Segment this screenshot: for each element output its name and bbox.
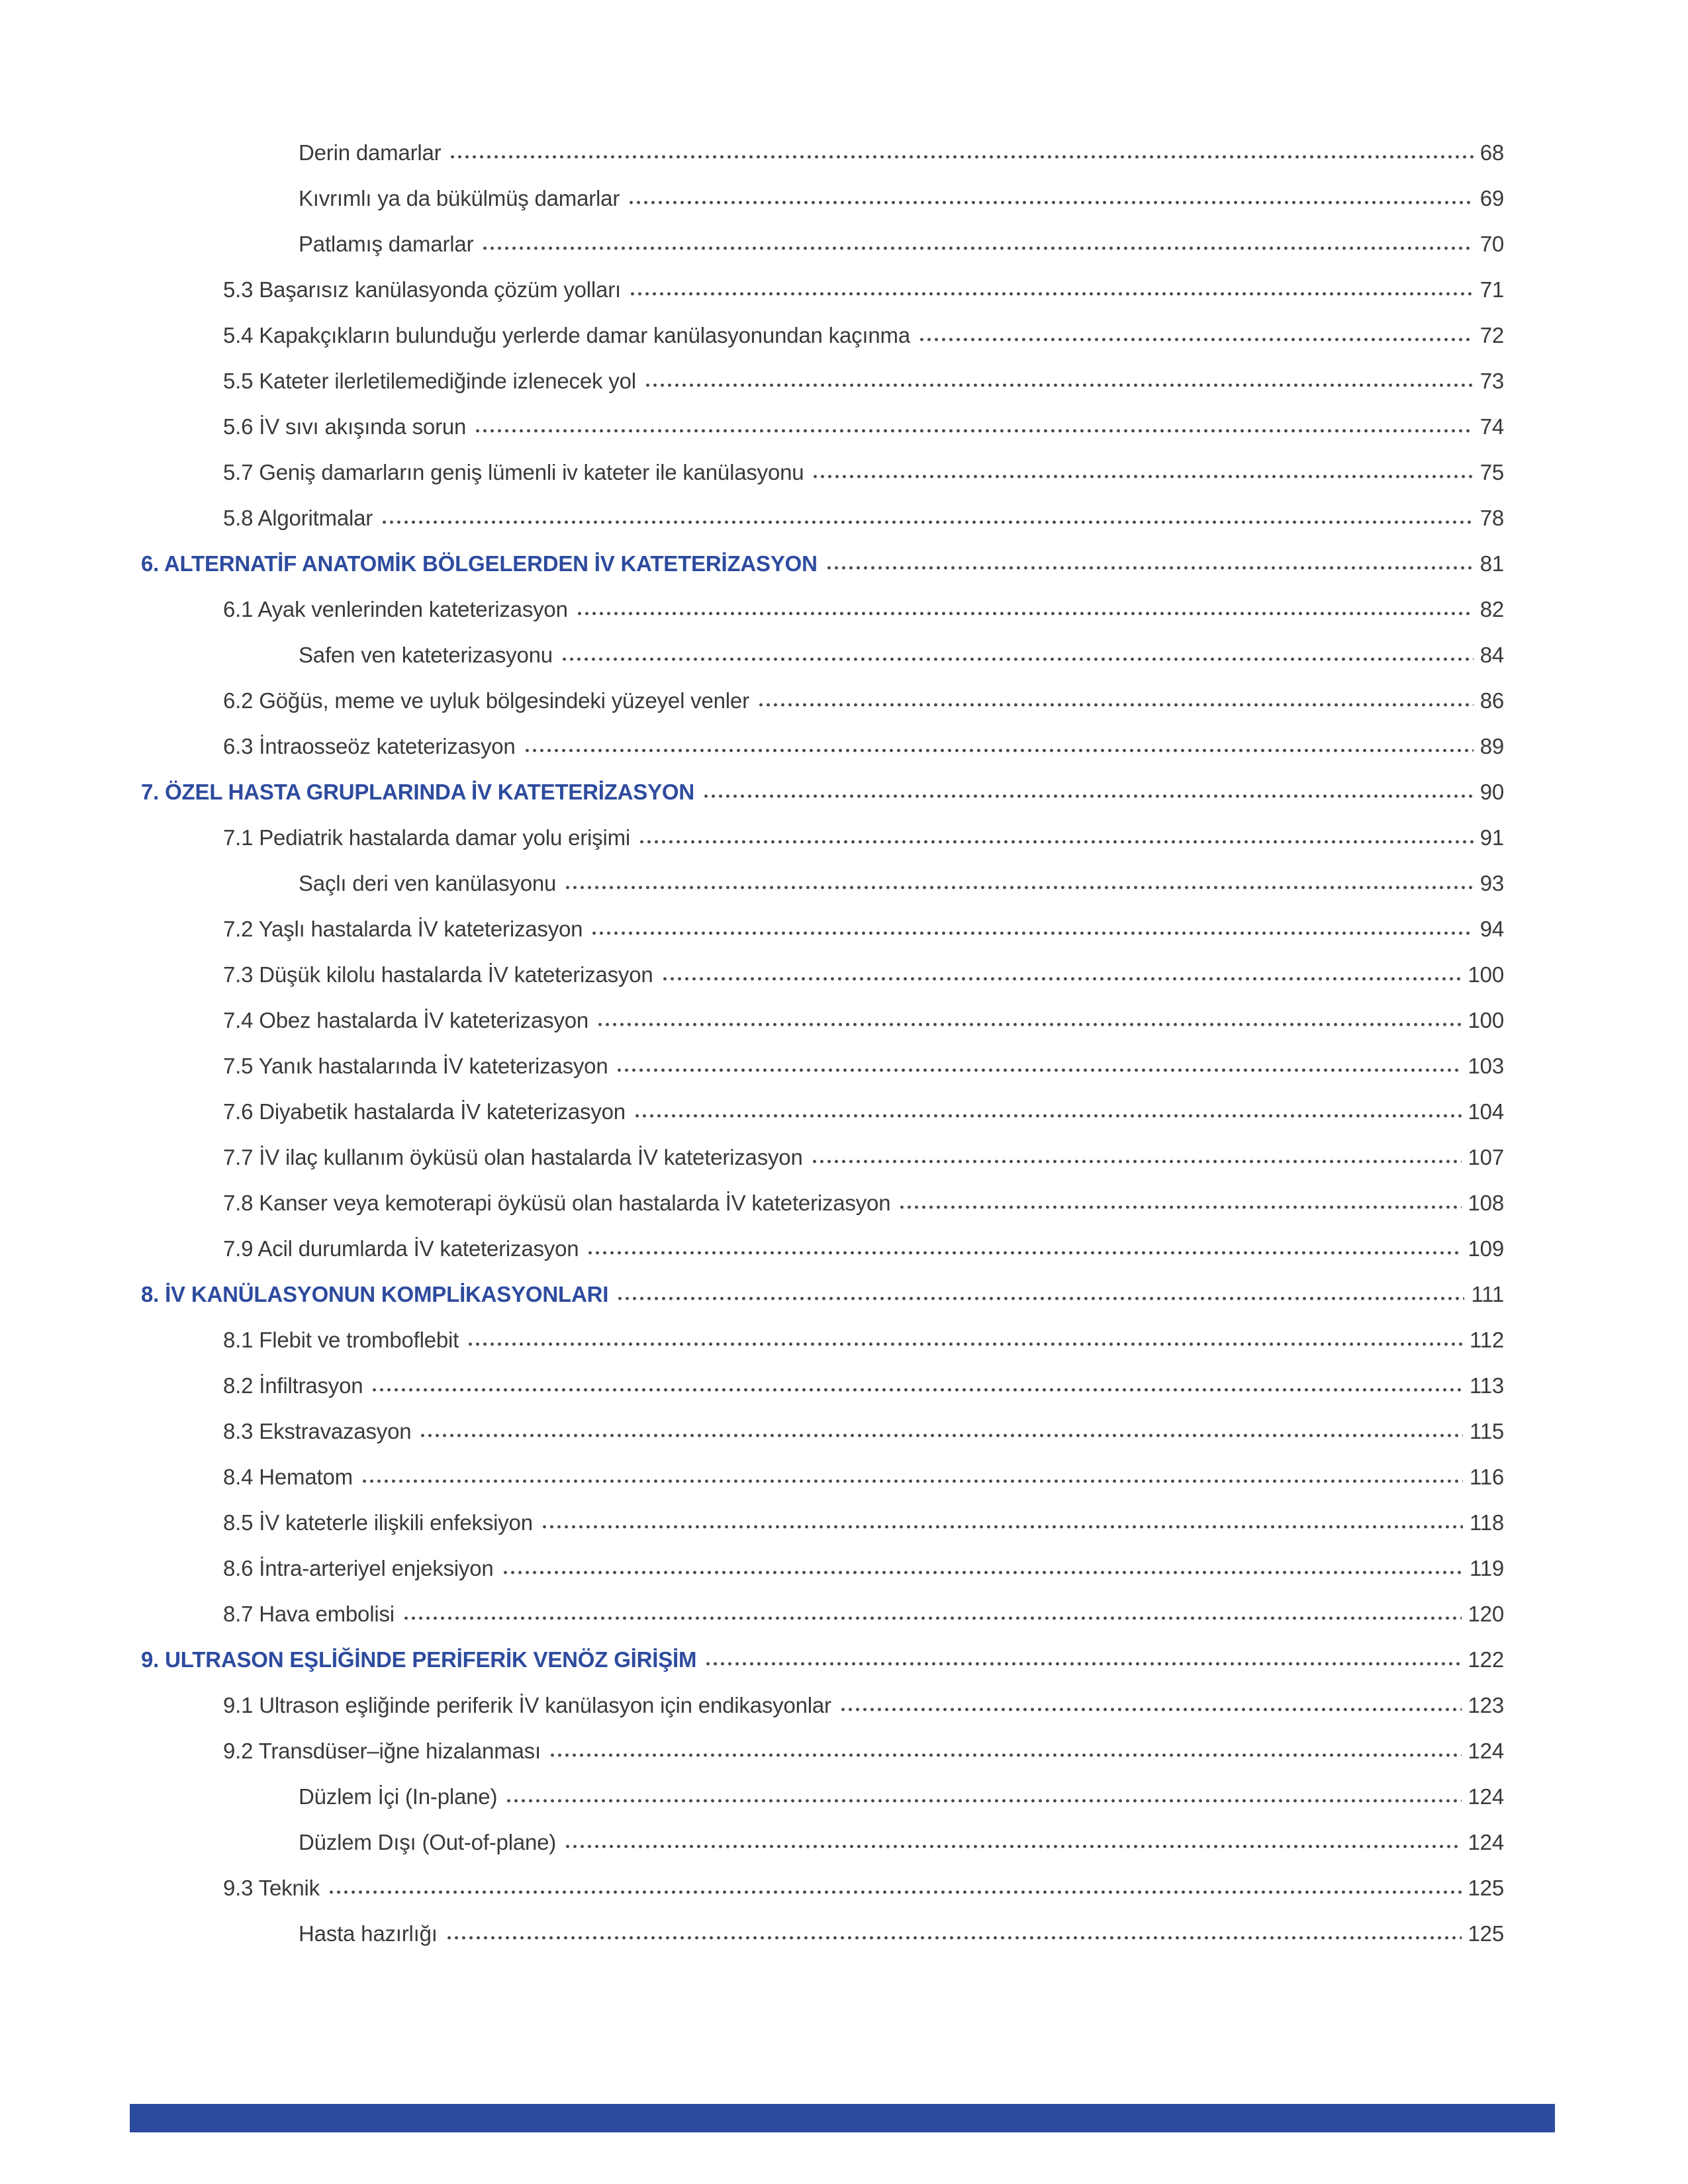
dotted-leader [371,1387,1463,1393]
dotted-leader [381,519,1474,525]
toc-entry [141,1602,1504,1647]
toc-entry-label: Derin damarlar [299,140,442,165]
dotted-leader [481,245,1473,251]
toc-entry-label: 6.2 Göğüs, meme ve uyluk bölgesindeki yüzeyel venler [223,688,749,713]
toc-entry-label: 7.2 Yaşlı hastalarda İV kateterizasyon [223,917,583,941]
toc-entry [141,460,1504,506]
toc-entry-label: 7.9 Acil durumlarda İV kateterizasyon [223,1236,579,1261]
toc-entry-page: 116 [1469,1465,1504,1489]
dotted-leader [616,1295,1464,1302]
toc-entry-page: 89 [1479,734,1504,758]
toc-entry-label: 5.7 Geniş damarların geniş lümenli iv kateter ile kanülasyonu [223,460,804,484]
toc-entry-page: 120 [1468,1602,1504,1626]
toc-entry-page: 124 [1468,1784,1504,1809]
toc-entry-label: 5.4 Kapakçıkların bulunduğu yerlerde damar kanülasyonundan kaçınma [223,323,910,347]
toc-entry-label: 9.2 Transdüser–iğne hizalanması [223,1739,541,1763]
toc-entry-page: 103 [1468,1054,1504,1078]
toc-entry [141,1008,1504,1054]
dotted-leader [757,702,1474,708]
toc-entry-label: 9. ULTRASON EŞLİĞİNDE PERİFERİK VENÖZ GİRİŞİM [141,1647,697,1672]
dotted-leader [918,336,1474,343]
toc-entry [141,825,1504,871]
footer-bar [130,2104,1555,2132]
toc-entry-label: 7.5 Yanık hastalarında İV kateterizasyon [223,1054,608,1078]
dotted-leader [633,1113,1462,1119]
dotted-leader [541,1524,1463,1530]
toc-entry-page: 115 [1469,1419,1504,1443]
toc-entry-label: 8.7 Hava embolisi [223,1602,395,1626]
dotted-leader [825,565,1474,571]
toc-entry-page: 86 [1479,688,1504,713]
toc-entry-label: 7.8 Kanser veya kemoterapi öyküsü olan hastalarda İV kateterizasyon [223,1191,891,1215]
dotted-leader [502,1569,1463,1576]
toc-entry-page: 108 [1468,1191,1504,1215]
toc-entry [141,780,1504,825]
toc-entry [141,1556,1504,1602]
toc-entry-label: Saçlı deri ven kanülasyonu [299,871,557,895]
toc-entry-page: 78 [1479,506,1504,530]
toc-entry-label: Düzlem Dışı (Out-of-plane) [299,1830,557,1854]
toc-entry-page: 100 [1468,1008,1504,1032]
toc-entry [141,186,1504,232]
toc-entry-label: 8.1 Flebit ve tromboflebit [223,1328,459,1352]
dotted-leader [638,839,1474,845]
toc-entry-label: Kıvrımlı ya da bükülmüş damarlar [299,186,620,210]
toc-entry-label: 8.5 İV kateterle ilişkili enfeksiyon [223,1510,533,1535]
toc-entry-page: 68 [1479,140,1504,165]
toc-entry-label: 9.3 Teknik [223,1876,320,1900]
toc-entry [141,1328,1504,1373]
toc-entry-page: 75 [1479,460,1504,484]
toc-entry-label: 8. İV KANÜLASYONUN KOMPLİKASYONLARI [141,1282,609,1306]
dotted-leader [361,1478,1463,1484]
dotted-leader [839,1706,1462,1713]
dotted-leader [590,930,1473,936]
dotted-leader [549,1752,1462,1758]
toc-entry [141,1830,1504,1876]
toc-entry-label: 5.5 Kateter ilerletilemediğinde izlenecek yol [223,369,636,393]
dotted-leader [629,291,1474,297]
toc-entry-label: 7.4 Obez hastalarda İV kateterizasyon [223,1008,589,1032]
toc-entry-label: 6. ALTERNATİF ANATOMİK BÖLGELERDEN İV KATETERİZASYON [141,551,818,576]
dotted-leader [564,884,1473,891]
toc-entry [141,597,1504,643]
toc-entry-label: 7.7 İV ilaç kullanım öyküsü olan hastalarda İV kateterizasyon [223,1145,803,1169]
toc-entry [141,1465,1504,1510]
toc-entry [141,1510,1504,1556]
toc-entry-page: 81 [1479,551,1504,576]
toc-entry-page: 125 [1468,1876,1504,1900]
toc-entry-label: 7. ÖZEL HASTA GRUPLARINDA İV KATETERİZASYON [141,780,694,804]
toc-entry-page: 107 [1468,1145,1504,1169]
toc-entry [141,1647,1504,1693]
dotted-leader [702,793,1474,799]
toc-entry [141,734,1504,780]
toc-entry-label: 5.8 Algoritmalar [223,506,373,530]
toc-entry [141,277,1504,323]
dotted-leader [812,473,1473,480]
toc-entry [141,1099,1504,1145]
toc-entry-page: 71 [1479,277,1504,302]
toc-entry-page: 93 [1479,871,1504,895]
toc-list [141,140,1504,1967]
toc-entry-page: 124 [1468,1830,1504,1854]
dotted-leader [467,1341,1463,1347]
toc-entry-page: 69 [1479,186,1504,210]
toc-entry-page: 124 [1468,1739,1504,1763]
toc-entry [141,1054,1504,1099]
dotted-leader [661,976,1462,982]
toc-entry-label: 7.6 Diyabetik hastalarda İV kateterizasyon [223,1099,626,1124]
toc-entry [141,1282,1504,1328]
toc-entry-label: 5.3 Başarısız kanülasyonda çözüm yolları [223,277,621,302]
toc-entry-label: 8.4 Hematom [223,1465,353,1489]
toc-entry-page: 122 [1468,1647,1504,1672]
toc-entry-page: 90 [1479,780,1504,804]
toc-entry-page: 84 [1479,643,1504,667]
toc-entry [141,551,1504,597]
toc-entry-page: 118 [1469,1510,1504,1535]
dotted-leader [596,1021,1461,1028]
toc-entry [141,1373,1504,1419]
dotted-leader [505,1797,1461,1804]
toc-entry [141,1191,1504,1236]
toc-entry [141,871,1504,917]
toc-entry-page: 112 [1469,1328,1504,1352]
toc-entry [141,917,1504,962]
toc-entry [141,688,1504,734]
toc-entry [141,643,1504,688]
toc-entry [141,369,1504,414]
dotted-leader [524,747,1474,754]
toc-entry-label: Hasta hazırlığı [299,1921,438,1946]
toc-entry-label: 7.3 Düşük kilolu hastalarda İV kateterizasyon [223,962,653,987]
dotted-leader [898,1204,1461,1210]
dotted-leader [564,1843,1461,1850]
toc-entry-label: 7.1 Pediatrik hastalarda damar yolu erişimi [223,825,631,850]
dotted-leader [402,1615,1462,1621]
dotted-leader [449,154,1473,160]
toc-entry-page: 72 [1479,323,1504,347]
toc-entry-label: 6.3 İntraosseöz kateterizasyon [223,734,516,758]
toc-entry [141,1876,1504,1921]
toc-entry [141,1145,1504,1191]
toc-entry [141,1236,1504,1282]
dotted-leader [328,1889,1462,1895]
dotted-leader [561,656,1474,662]
dotted-leader [445,1934,1462,1941]
toc-entry-page: 82 [1479,597,1504,621]
toc-entry-page: 111 [1471,1282,1504,1306]
dotted-leader [628,199,1474,206]
toc-entry-page: 91 [1479,825,1504,850]
toc-entry-label: 5.6 İV sıvı akışında sorun [223,414,467,439]
dotted-leader [586,1250,1461,1256]
toc-entry [141,232,1504,277]
toc-entry-label: Patlamış damarlar [299,232,474,256]
dotted-leader [616,1067,1461,1073]
toc-entry-page: 125 [1468,1921,1504,1946]
toc-entry-page: 74 [1479,414,1504,439]
toc-entry [141,962,1504,1008]
toc-entry [141,140,1504,186]
dotted-leader [811,1158,1462,1165]
toc-entry-label: Düzlem İçi (In-plane) [299,1784,498,1809]
toc-entry [141,506,1504,551]
toc-entry-label: Safen ven kateterizasyonu [299,643,553,667]
toc-entry-label: 8.6 İntra-arteriyel enjeksiyon [223,1556,494,1580]
toc-entry [141,1693,1504,1739]
toc-entry-page: 100 [1468,962,1504,987]
toc-entry [141,1419,1504,1465]
toc-entry-page: 73 [1479,369,1504,393]
toc-entry-page: 70 [1479,232,1504,256]
dotted-leader [704,1661,1461,1667]
toc-entry [141,1739,1504,1784]
toc-entry-page: 104 [1468,1099,1504,1124]
dotted-leader [474,428,1474,434]
toc-entry-page: 113 [1469,1373,1504,1398]
toc-entry-label: 8.3 Ekstravazasyon [223,1419,412,1443]
toc-entry-page: 94 [1479,917,1504,941]
dotted-leader [419,1432,1463,1439]
toc-entry-label: 6.1 Ayak venlerinden kateterizasyon [223,597,568,621]
toc-entry [141,1921,1504,1967]
toc-entry [141,1784,1504,1830]
dotted-leader [644,382,1474,388]
toc-entry-page: 109 [1468,1236,1504,1261]
toc-entry-page: 119 [1469,1556,1504,1580]
toc-entry [141,323,1504,369]
toc-entry-label: 8.2 İnfiltrasyon [223,1373,363,1398]
toc-entry-page: 123 [1468,1693,1504,1717]
dotted-leader [576,610,1474,617]
toc-entry-label: 9.1 Ultrason eşliğinde periferik İV kanülasyon için endikasyonlar [223,1693,831,1717]
toc-entry [141,414,1504,460]
